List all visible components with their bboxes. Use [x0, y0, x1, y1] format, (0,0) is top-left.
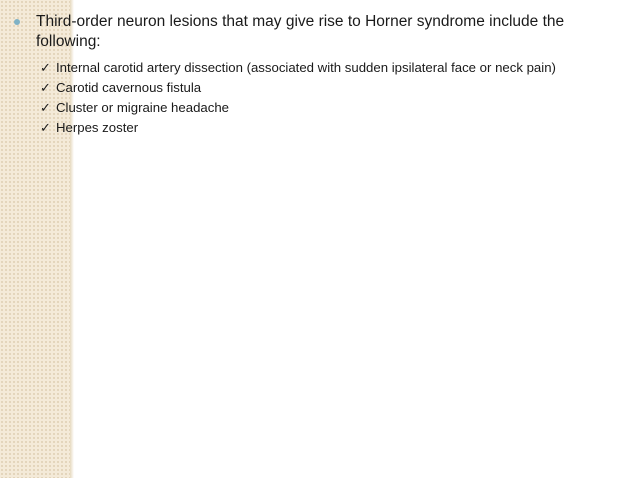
check-mark-icon: ✓ [40, 120, 51, 135]
check-mark-icon: ✓ [40, 80, 51, 95]
slide-content [14, 12, 624, 138]
bullet-text: Third-order neuron lesions that may give rise to Horner syndrome include the following: [36, 13, 565, 50]
list-item [14, 78, 624, 98]
check-mark-icon: ✓ [40, 60, 51, 75]
check-mark-icon: ✓ [40, 100, 51, 115]
sub-bullet-list [14, 58, 624, 138]
list-item-text: Internal carotid artery dissection (associated with sudden ipsilateral face or neck pain) [56, 60, 556, 75]
round-bullet-icon [14, 19, 20, 25]
list-item-text: Carotid cavernous fistula [56, 80, 202, 95]
list-item-text: Herpes zoster [56, 120, 139, 135]
list-item [14, 58, 624, 78]
list-item [14, 118, 624, 138]
list-item [14, 98, 624, 118]
main-bullet-point [14, 12, 611, 52]
list-item-text: Cluster or migraine headache [56, 100, 229, 115]
